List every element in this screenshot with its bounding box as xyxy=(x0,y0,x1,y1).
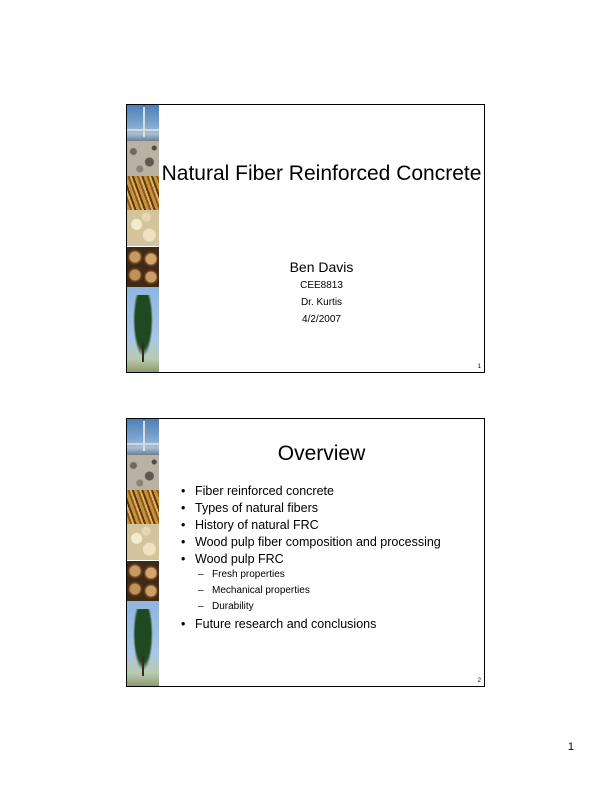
presentation-date: 4/2/2007 xyxy=(302,314,341,325)
course-code: CEE8813 xyxy=(300,280,343,291)
dash-icon: – xyxy=(198,585,204,596)
list-item: • Future research and conclusions xyxy=(181,617,377,631)
list-item: • Types of natural fibers xyxy=(181,501,318,515)
list-item: • Wood pulp fiber composition and processing xyxy=(181,535,441,549)
list-item: • History of natural FRC xyxy=(181,518,319,532)
fiber-image xyxy=(127,490,159,525)
list-item: • Wood pulp FRC xyxy=(181,552,284,566)
slide-number: 2 xyxy=(477,678,481,684)
bullet-icon: • xyxy=(181,617,186,631)
bridge-image xyxy=(127,419,159,455)
slide-number: 1 xyxy=(477,364,481,370)
sub-list-item: – Mechanical properties xyxy=(198,585,310,596)
decorative-image-strip xyxy=(127,419,159,686)
concrete-image xyxy=(127,455,159,490)
tree-image xyxy=(127,287,159,372)
fiber-image xyxy=(127,176,159,211)
bridge-image xyxy=(127,105,159,141)
bullet-icon: • xyxy=(181,535,186,549)
logs-image xyxy=(127,561,159,601)
slide-1 xyxy=(126,104,485,373)
dash-icon: – xyxy=(198,601,204,612)
logs-image xyxy=(127,247,159,287)
pulp-image xyxy=(127,524,159,560)
decorative-image-strip xyxy=(127,105,159,372)
bullet-icon: • xyxy=(181,501,186,515)
sub-list-item: – Durability xyxy=(198,601,254,612)
author-name: Ben Davis xyxy=(289,259,354,275)
slide-title: Natural Fiber Reinforced Concrete xyxy=(161,162,482,185)
slide-title: Overview xyxy=(277,442,366,465)
bullet-icon: • xyxy=(181,518,186,532)
instructor-name: Dr. Kurtis xyxy=(300,297,343,308)
tree-image xyxy=(127,601,159,686)
dash-icon: – xyxy=(198,569,204,580)
bullet-icon: • xyxy=(181,552,186,566)
sub-list-item: – Fresh properties xyxy=(198,569,285,580)
page-number: 1 xyxy=(567,741,574,753)
overview-bullet-list xyxy=(181,484,474,634)
concrete-image xyxy=(127,141,159,176)
slide-2 xyxy=(126,418,485,687)
bullet-icon: • xyxy=(181,484,186,498)
list-item: • Fiber reinforced concrete xyxy=(181,484,334,498)
pulp-image xyxy=(127,210,159,246)
